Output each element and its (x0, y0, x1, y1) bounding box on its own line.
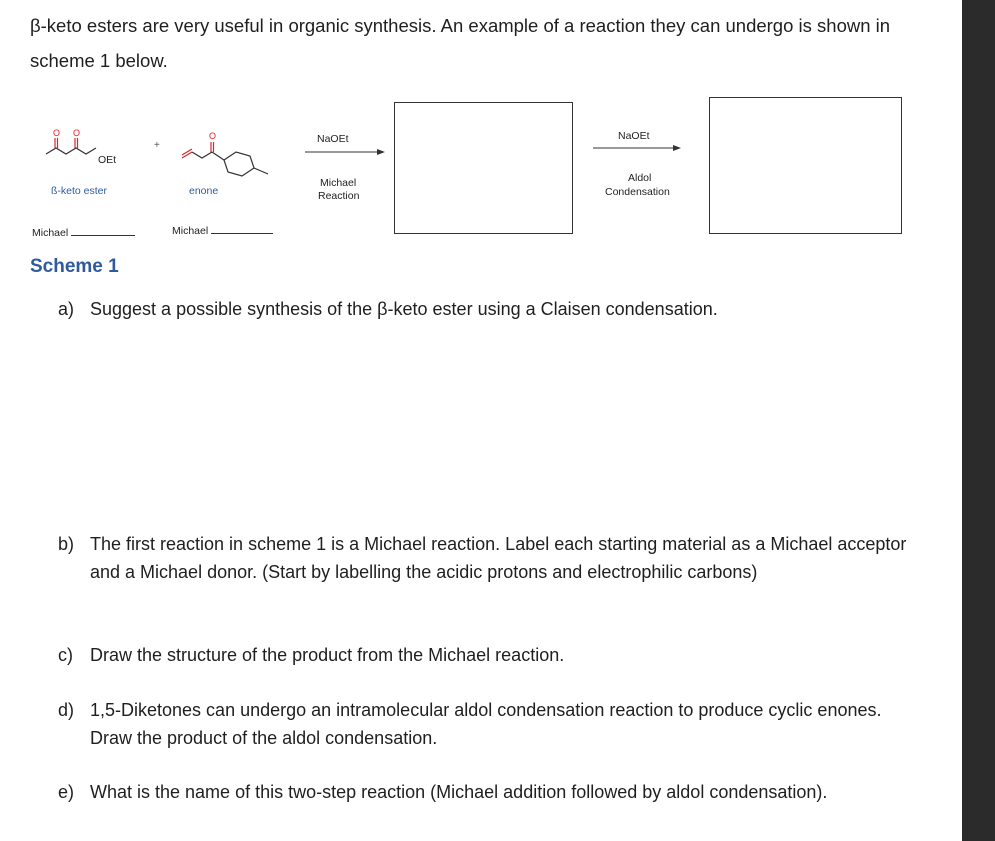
svg-text:O: O (73, 128, 81, 138)
question-a-text: Suggest a possible synthesis of the β-keto ester using a Claisen condensation. (90, 299, 718, 319)
enone-structure (178, 124, 278, 186)
michael-label-1: Michael (32, 227, 69, 239)
ketoester-caption: ß-keto ester (51, 185, 108, 197)
question-b (58, 530, 918, 586)
question-c-label: c) (58, 645, 73, 665)
scrollbar[interactable] (962, 0, 995, 841)
question-c-text: Draw the structure of the product from the Michael reaction. (90, 645, 565, 665)
enone-caption: enone (189, 185, 219, 197)
ethoxy-label: OEt (98, 154, 117, 166)
question-e-text: What is the name of this two-step reaction (Michael addition followed by aldol condensation). (90, 782, 828, 802)
michael-blank-enone[interactable] (172, 225, 273, 237)
question-e (58, 778, 918, 806)
step1-arrow-icon (305, 148, 385, 156)
question-c (58, 641, 918, 669)
aldol-product-box[interactable] (709, 97, 902, 234)
step1-reagent: NaOEt (317, 133, 349, 145)
question-a-label: a) (58, 299, 75, 319)
michael-product-box[interactable] (394, 102, 573, 234)
question-a (58, 295, 918, 323)
step1-label-line2: Reaction (318, 190, 360, 202)
scheme-title: Scheme 1 (30, 256, 119, 277)
intro-paragraph: β-keto esters are very useful in organic synthesis. An example of a reaction they can undergo is shown in scheme 1 below. (30, 15, 891, 71)
question-e-label: e) (58, 782, 75, 802)
step2-arrow-icon (593, 144, 681, 152)
question-d-text: 1,5-Diketones can undergo an intramolecular aldol condensation reaction to produce cyclic enones. Draw the product of the aldol condensation. (90, 700, 882, 748)
step2-label-line1: Aldol (628, 172, 652, 184)
michael-label-2: Michael (172, 225, 209, 237)
svg-text:O: O (53, 128, 61, 138)
question-b-label: b) (58, 534, 75, 554)
step1-label-line1: Michael (320, 177, 357, 189)
step2-reagent: NaOEt (618, 130, 650, 142)
question-b-text: The first reaction in scheme 1 is a Michael reaction. Label each starting material as a Michael acceptor and a Michael donor. (Start by labelling the acidic protons and electrophilic carbons) (90, 534, 907, 582)
plus-sign: + (154, 140, 160, 151)
ketoester-structure (40, 128, 130, 168)
svg-text:O: O (209, 131, 217, 141)
question-d-label: d) (58, 700, 75, 720)
step2-label-line2: Condensation (605, 186, 670, 198)
michael-blank-ketoester[interactable] (32, 227, 135, 239)
question-d (58, 696, 918, 752)
